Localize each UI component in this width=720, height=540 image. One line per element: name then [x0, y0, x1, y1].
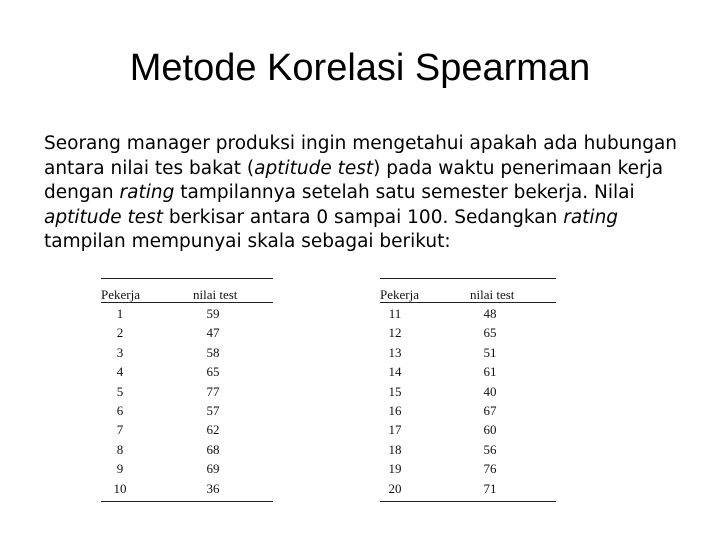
worker-number-cell: 16 — [388, 403, 402, 418]
test-score-cell: 69 — [206, 461, 220, 477]
table-row — [380, 479, 556, 498]
worker-number-cell: 7 — [116, 422, 124, 438]
test-score-cell: 56 — [483, 441, 497, 457]
header-pekerja: Pekerja — [380, 287, 419, 302]
italic-term: aptitude test — [254, 157, 374, 179]
test-score-cell: 36 — [206, 480, 220, 496]
test-score-cell: 59 — [206, 306, 220, 321]
paragraph-line — [44, 132, 684, 157]
table-row — [380, 382, 556, 401]
test-score-cell: 58 — [206, 344, 220, 360]
worker-number-cell: 10 — [113, 480, 127, 496]
table-row — [101, 323, 273, 342]
table-row — [101, 343, 273, 362]
test-score-cell: 61 — [483, 364, 497, 380]
italic-term: rating — [119, 182, 175, 203]
table-row — [380, 420, 556, 439]
worker-number-cell: 2 — [116, 325, 124, 341]
worker-number-cell: 17 — [388, 422, 402, 438]
table-header-rule — [380, 302, 556, 303]
table-row — [380, 362, 556, 381]
italic-term: rating — [563, 206, 619, 228]
header-pekerja: Pekerja — [101, 287, 140, 302]
header-nilai-test: nilai test — [193, 287, 238, 302]
worker-score-table-1 — [101, 278, 273, 504]
text-segment: ) pada waktu penerimaan kerja — [373, 157, 664, 179]
worker-number-cell: 13 — [388, 344, 402, 360]
paragraph-line — [44, 230, 684, 255]
test-score-cell: 47 — [206, 325, 220, 341]
table-row — [101, 401, 273, 420]
table-row — [380, 459, 556, 478]
test-score-cell: 65 — [483, 325, 497, 341]
worker-number-cell: 18 — [388, 441, 402, 457]
table-top-rule — [101, 278, 273, 279]
text-segment: dengan — [44, 182, 120, 203]
worker-number-cell: 3 — [116, 344, 124, 360]
table-row — [101, 479, 273, 498]
table-bottom-rule — [380, 501, 556, 502]
table-row — [101, 459, 273, 478]
text-segment: tampilan mempunyai skala sebagai berikut: — [44, 231, 451, 252]
text-segment: Seorang manager produksi ingin mengetahui apakah ada hubungan — [44, 133, 678, 154]
test-score-cell: 57 — [206, 403, 220, 418]
table-row — [380, 323, 556, 342]
test-score-cell: 76 — [483, 461, 497, 477]
worker-number-cell: 1 — [116, 306, 124, 321]
table-row — [380, 304, 556, 323]
test-score-cell: 51 — [483, 344, 497, 360]
test-score-cell: 71 — [483, 480, 497, 496]
test-score-cell: 40 — [483, 383, 497, 399]
test-score-cell: 60 — [483, 422, 497, 438]
test-score-cell: 48 — [483, 306, 497, 321]
test-score-cell: 62 — [206, 422, 220, 438]
worker-number-cell: 19 — [388, 461, 402, 477]
text-segment: antara nilai tes bakat ( — [44, 157, 255, 179]
worker-number-cell: 8 — [116, 441, 124, 457]
worker-number-cell: 14 — [388, 364, 402, 380]
worker-number-cell: 4 — [116, 364, 124, 380]
table-row — [101, 382, 273, 401]
worker-number-cell: 11 — [388, 306, 402, 321]
worker-number-cell: 12 — [388, 325, 402, 341]
worker-score-table-2 — [380, 278, 556, 504]
text-segment: berkisar antara 0 sampai 100. Sedangkan — [163, 206, 564, 228]
table-row — [380, 343, 556, 362]
italic-term: aptitude test — [44, 206, 163, 228]
worker-number-cell: 9 — [116, 461, 124, 477]
worker-number-cell: 20 — [388, 480, 402, 496]
text-segment: tampilannya setelah satu semester bekerja. Nilai — [174, 182, 635, 203]
test-score-cell: 77 — [206, 383, 220, 399]
paragraph-line — [44, 206, 684, 231]
table-row — [380, 401, 556, 420]
table-bottom-rule — [101, 501, 273, 502]
header-nilai-test: nilai test — [470, 287, 515, 302]
test-score-cell: 65 — [206, 364, 220, 380]
table-row — [101, 304, 273, 323]
table-top-rule — [380, 278, 556, 279]
table-row — [380, 440, 556, 459]
table-row — [101, 440, 273, 459]
worker-number-cell: 6 — [116, 403, 124, 418]
table-header-rule — [101, 302, 273, 303]
test-score-cell: 67 — [483, 403, 497, 418]
table-row — [101, 362, 273, 381]
worker-number-cell: 15 — [388, 383, 402, 399]
body-paragraph — [44, 132, 684, 255]
paragraph-line — [44, 157, 684, 182]
table-row — [101, 420, 273, 439]
slide-title: Metode Korelasi Spearman — [129, 47, 591, 89]
worker-number-cell: 5 — [116, 383, 124, 399]
test-score-cell: 68 — [206, 441, 220, 457]
paragraph-line — [44, 181, 684, 206]
